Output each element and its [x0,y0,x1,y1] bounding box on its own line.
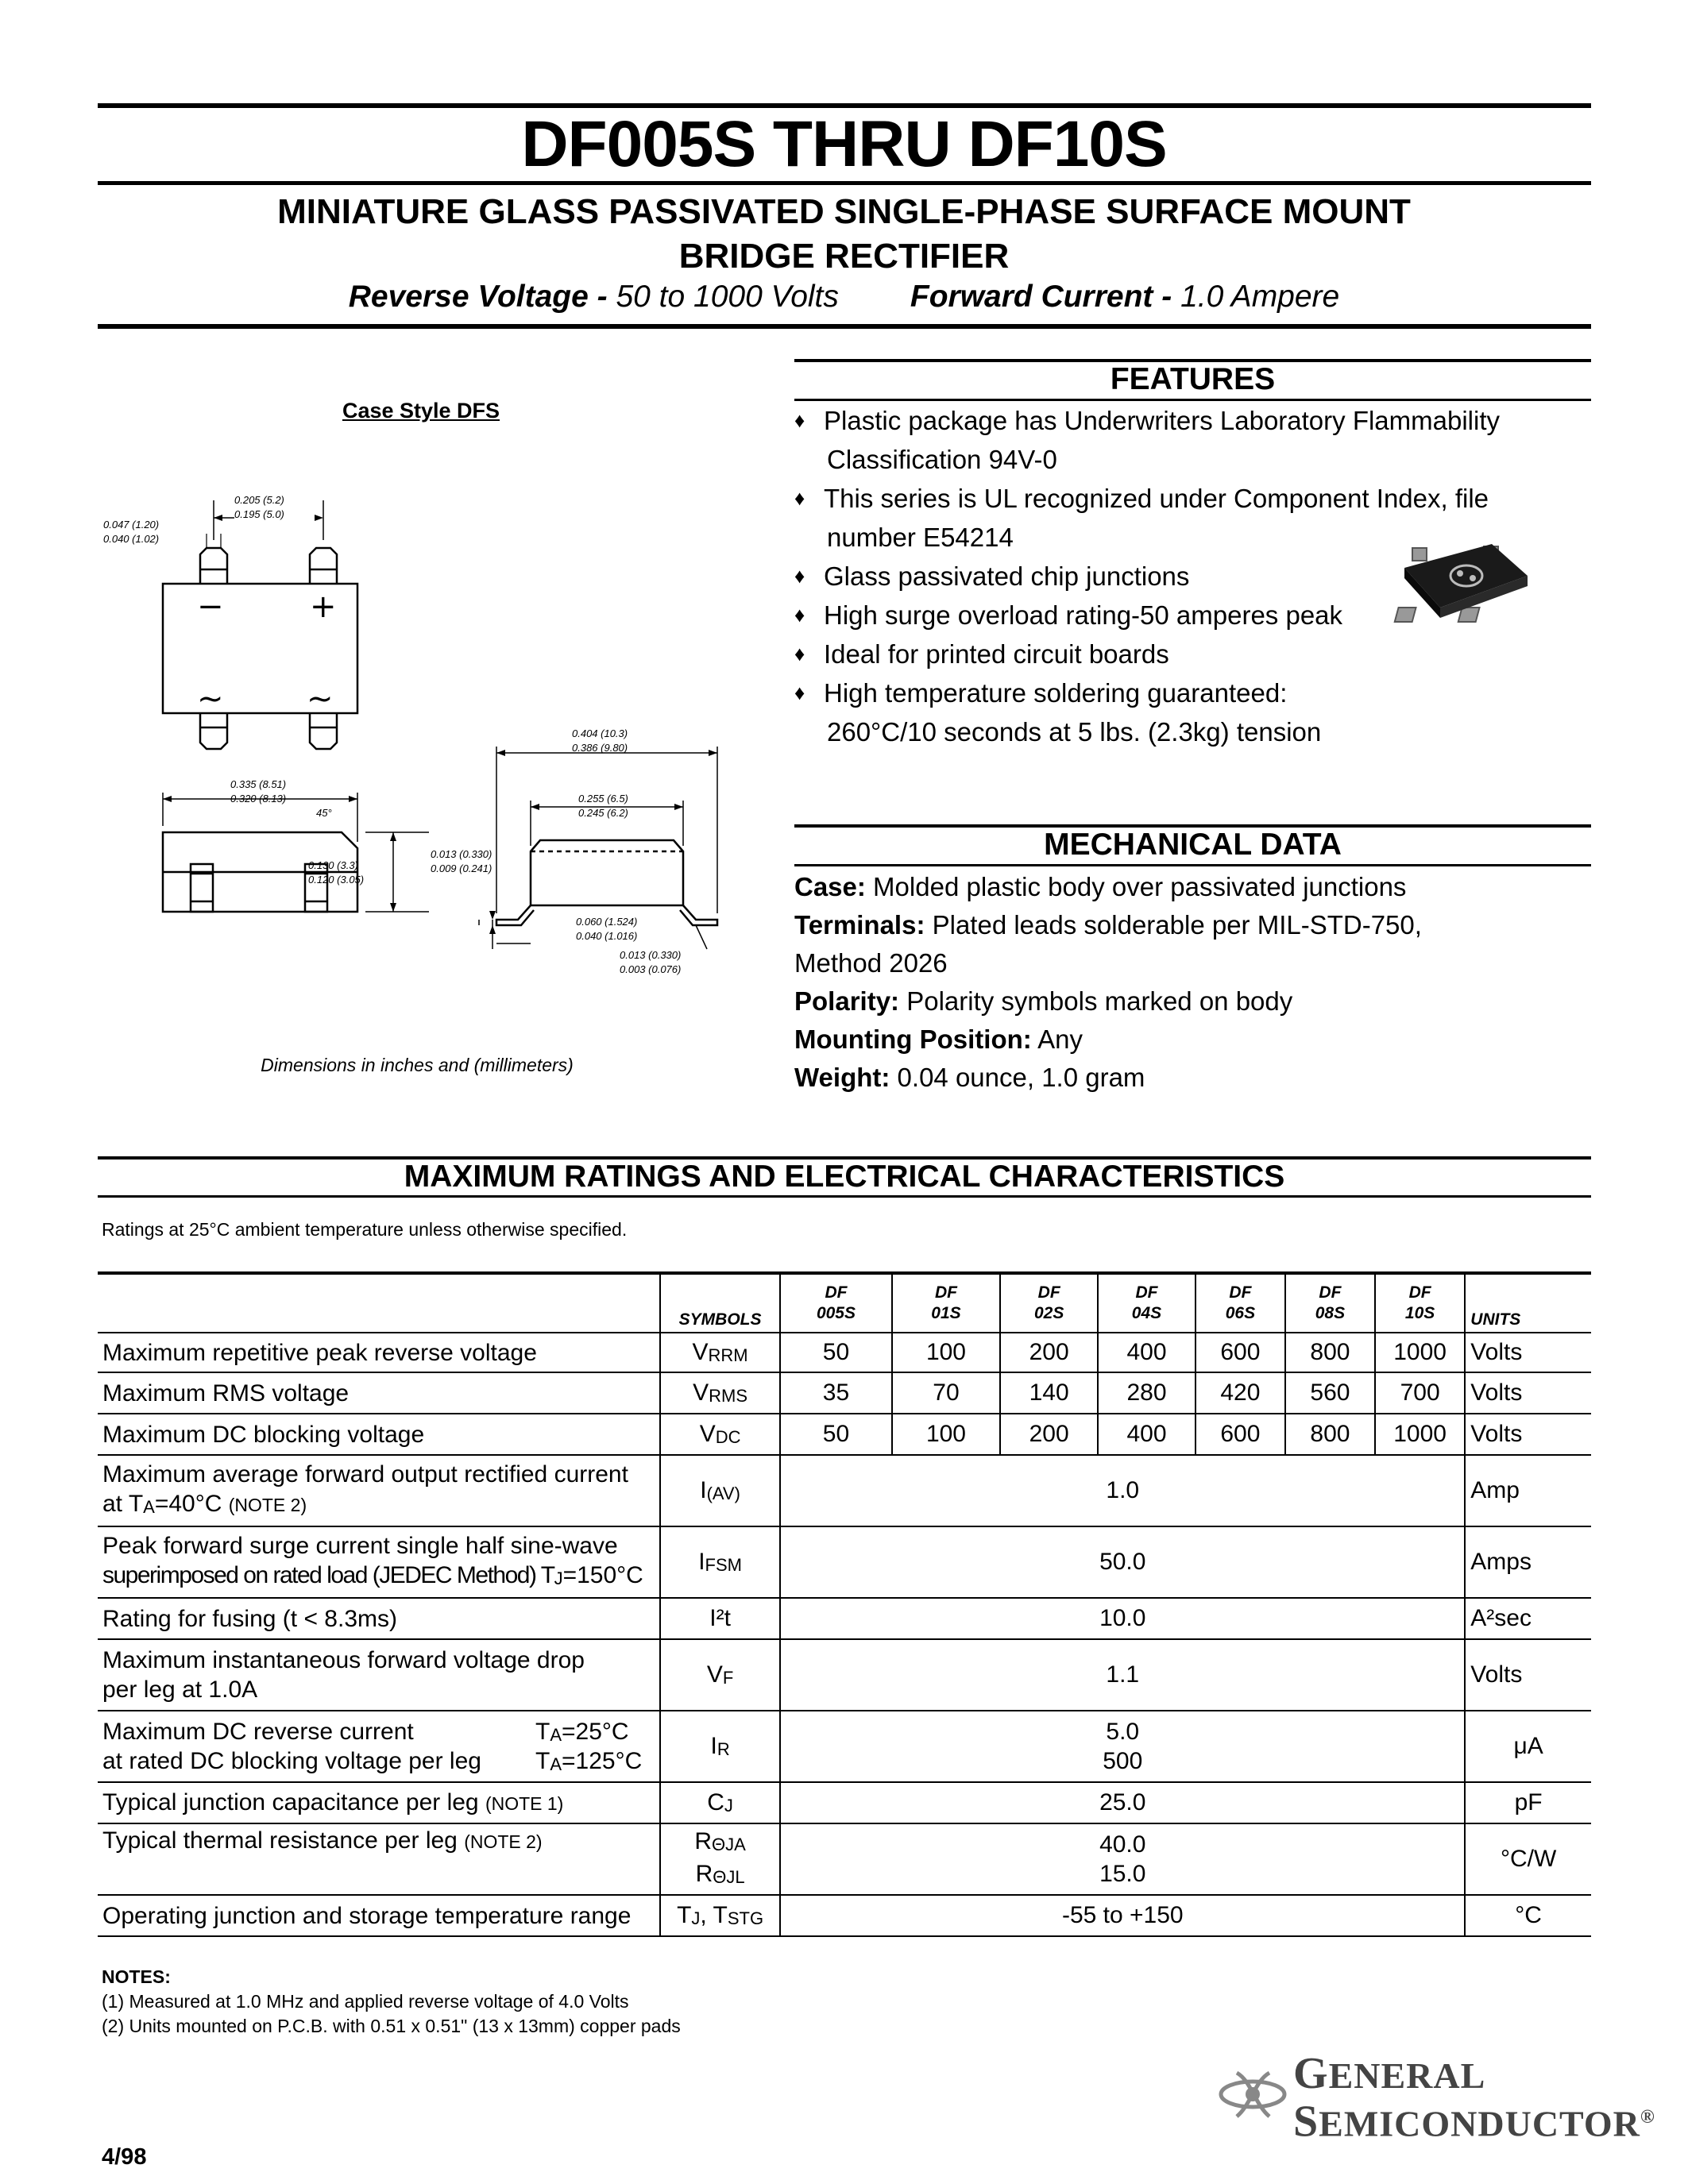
unit-cell: Volts [1465,1639,1591,1711]
value-cell: 1.1 [780,1639,1465,1711]
desc-sub: J [554,1569,563,1588]
value-cell: 280 [1098,1372,1196,1414]
symbol-sub: RMS [709,1386,748,1406]
row-vdc [98,1414,1591,1455]
unit-cell: Volts [1465,1414,1591,1455]
mech-case-value: Molded plastic body over passivated junctions [865,872,1407,901]
desc-text: Maximum DC reverse current [102,1719,414,1745]
desc-cell [98,1526,660,1598]
logo-text: ENERAL [1328,2055,1486,2096]
header-part-df06s [1196,1273,1285,1333]
symbol: C [707,1789,724,1815]
reverse-voltage-value: 50 to 1000 Volts [616,280,839,314]
value-cell: 400 [1098,1333,1196,1372]
unit-cell: μA [1465,1711,1591,1782]
row-ifsm [98,1526,1591,1598]
mech-polarity-label: Polarity: [794,986,900,1016]
table-header-row [98,1273,1591,1333]
desc-cell [98,1639,660,1711]
value-cell [780,1823,1465,1895]
symbol-cell [660,1823,780,1895]
value-cell: 10.0 [780,1598,1465,1639]
symbol: T [677,1902,692,1928]
header-part: 01S [931,1304,961,1322]
symbol: R [695,1861,713,1887]
note-1: (1) Measured at 1.0 MHz and applied reverse voltage of 4.0 Volts [102,1991,629,2012]
header-df: DF [825,1283,848,1302]
notes [102,1965,681,2039]
value-cell: 1.0 [780,1455,1465,1526]
note-ref: (NOTE 2) [464,1831,543,1852]
forward-current-value: 1.0 Ampere [1180,280,1340,314]
cond-text: T [535,1719,550,1745]
logo-cap: S [1293,2097,1319,2147]
value-cell: 420 [1196,1372,1285,1414]
condition [535,1717,629,1750]
dim-standoff-max: 0.013 (0.330) [620,949,682,961]
row-tj [98,1895,1591,1936]
reverse-voltage-label: Reverse Voltage - [348,280,616,314]
symbol-cell [660,1782,780,1823]
row-i2t [98,1598,1591,1639]
logo-line-2 [1293,2097,1655,2147]
header-part-df04s [1098,1273,1196,1333]
header-description [98,1273,660,1333]
dim-standoff-min: 0.003 (0.076) [620,963,682,975]
ratings-table [98,1271,1591,1937]
registered-mark: ® [1640,2107,1655,2128]
value-cell: 800 [1285,1414,1375,1455]
row-ir [98,1711,1591,1782]
row-vrms [98,1372,1591,1414]
value-cell: 200 [1000,1414,1098,1455]
desc-line: per leg at 1.0A [102,1677,258,1703]
unit-cell: Volts [1465,1333,1591,1372]
note-ref: (NOTE 1) [485,1792,564,1814]
value-cell: -55 to +150 [780,1895,1465,1936]
features-heading: FEATURES [1110,362,1276,396]
mech-weight [794,1059,1422,1097]
mechanical-heading: MECHANICAL DATA [1044,828,1342,862]
mech-terminals-label: Terminals: [794,910,925,940]
value-cell: 600 [1196,1333,1285,1372]
subtitle-line-1: MINIATURE GLASS PASSIVATED SINGLE-PHASE SURFACE MOUNT [277,192,1411,231]
feature-text: Plastic package has Underwriters Laboratory Flammability [824,406,1501,435]
rating-summary [0,280,1688,314]
symbol-cell [660,1414,780,1455]
header-symbols: SYMBOLS [660,1273,780,1333]
value-cell [780,1711,1465,1782]
symbol: V [699,1421,716,1447]
value-cell: 1000 [1375,1414,1465,1455]
logo-line-1 [1293,2049,1655,2098]
value: 500 [1103,1748,1143,1774]
bullet-icon: ♦ [794,408,805,432]
desc-cell: Maximum RMS voltage [98,1372,660,1414]
symbol: I [698,1549,705,1575]
value-cell: 70 [892,1372,1001,1414]
value-cell: 50 [780,1414,891,1455]
dim-height-min: 0.120 (3.05) [308,874,365,886]
dim-overall-width-min: 0.386 (9.80) [572,742,628,754]
dim-lead-thickness-max: 0.013 (0.330) [431,848,492,860]
header-part: 02S [1033,1304,1064,1322]
symbol-cell: I²t [660,1598,780,1639]
header-part: 10S [1404,1304,1435,1322]
cond-text: =25°C [562,1719,629,1745]
desc-cell [98,1455,660,1526]
dim-body-length-min: 0.320 (8.13) [230,793,287,805]
value-cell: 700 [1375,1372,1465,1414]
feature-text: This series is UL recognized under Component Index, file [824,484,1489,513]
symbol-cell [660,1333,780,1372]
mech-mounting-value: Any [1031,1024,1083,1054]
package-dimension-drawing [95,484,747,977]
symbol: , T [700,1902,728,1928]
desc-cell: Rating for fusing (t < 8.3ms) [98,1598,660,1639]
ac-symbol-left: ~ [197,681,224,717]
desc-text: Typical junction capacitance per leg [102,1788,485,1815]
value-cell: 100 [892,1414,1001,1455]
desc-line: at T [102,1491,144,1517]
symbol-sub: R [717,1739,730,1759]
desc-cell: Maximum repetitive peak reverse voltage [98,1333,660,1372]
unit-cell: Amps [1465,1526,1591,1598]
value-cell: 35 [780,1372,891,1414]
value-cell: 560 [1285,1372,1375,1414]
desc-sub: A [143,1497,155,1517]
mech-terminals-value: Plated leads solderable per MIL-STD-750, [925,910,1422,940]
dim-pin-width-max: 0.047 (1.20) [103,519,160,531]
desc-cell: Operating junction and storage temperature range [98,1895,660,1936]
cond-sub: A [550,1754,562,1774]
end-view-body [531,840,683,905]
desc-text: Typical thermal resistance per leg [102,1827,465,1854]
symbol-sub: ΘJA [712,1835,746,1854]
symbol: I [700,1477,707,1503]
mech-terminals [794,906,1422,944]
unit-cell: Amp [1465,1455,1591,1526]
dim-body-width-min: 0.245 (6.2) [578,807,628,819]
desc-line [102,1717,655,1746]
header-df: DF [1319,1283,1342,1302]
cond-text: T [535,1748,550,1774]
symbol-sub: (AV) [706,1484,740,1503]
symbol-cell [660,1455,780,1526]
package-photo [1389,532,1539,643]
symbol: I [710,1733,717,1759]
ratings-heading: MAXIMUM RATINGS AND ELECTRICAL CHARACTERISTICS [404,1160,1285,1194]
symbol-cell [660,1711,780,1782]
mech-case-label: Case: [794,872,866,901]
symbol-cell [660,1526,780,1598]
subtitle-line-2: BRIDGE RECTIFIER [678,237,1010,276]
desc-line: =40°C [154,1491,229,1517]
page-date: 4/98 [102,2144,147,2170]
plus-symbol: + [310,588,337,625]
feature-text: High surge overload rating-50 amperes peak [824,600,1343,630]
desc-line: superimposed on rated load (JEDEC Method) T [102,1562,554,1588]
desc-cell [98,1823,660,1895]
value-cell: 200 [1000,1333,1098,1372]
dimension-note: Dimensions in inches and (millimeters) [261,1055,574,1075]
symbol-sub: STG [727,1908,764,1928]
feature-text: Glass passivated chip junctions [824,561,1190,591]
row-vf [98,1639,1591,1711]
mechanical-data [794,868,1422,1097]
dim-pin-pitch-max: 0.205 (5.2) [234,494,284,506]
header-units: UNITS [1465,1273,1591,1333]
header-part-df01s [892,1273,1001,1333]
dim-pin-pitch-min: 0.195 (5.0) [234,508,284,520]
feature-item-continued [794,440,1500,479]
value-cell: 600 [1196,1414,1285,1455]
company-logo-text [1293,2049,1655,2147]
dim-overall-width-max: 0.404 (10.3) [572,727,628,739]
value-cell: 100 [892,1333,1001,1372]
ratings-note: Ratings at 25°C ambient temperature unless otherwise specified. [102,1219,628,1240]
mech-polarity [794,982,1422,1021]
feature-text: Ideal for printed circuit boards [824,639,1169,669]
mech-mounting-label: Mounting Position: [794,1024,1032,1054]
unit-cell: pF [1465,1782,1591,1823]
header-part-df02s [1000,1273,1098,1333]
header-df: DF [1408,1283,1431,1302]
header-df: DF [1037,1283,1060,1302]
mechanical-rule-bottom [794,864,1591,866]
symbol-sub: F [722,1668,734,1688]
value-cell: 140 [1000,1372,1098,1414]
logo-cap: G [1293,2049,1329,2098]
symbol-sub: RRM [708,1345,748,1365]
mech-weight-label: Weight: [794,1063,890,1092]
ac-symbol-right: ~ [307,681,334,717]
symbol: V [692,1339,709,1365]
header-part-df005s [780,1273,891,1333]
ratings-rule-bottom [98,1195,1591,1198]
symbol-cell [660,1639,780,1711]
header-part: 06S [1225,1304,1256,1322]
value-cell: 400 [1098,1414,1196,1455]
header-df: DF [1229,1283,1252,1302]
header-part-df08s [1285,1273,1375,1333]
value-cell: 1000 [1375,1333,1465,1372]
dim-angle: 45° [316,807,332,819]
symbol-sub: J [724,1796,733,1815]
desc-cell [98,1782,660,1823]
feature-text: number E54214 [827,523,1014,552]
value: 5.0 [1106,1719,1140,1745]
condition [535,1746,642,1779]
row-iav [98,1455,1591,1526]
notes-heading: NOTES: [102,1966,171,1987]
desc-line: Maximum average forward output rectified current [102,1461,628,1488]
title-rule [98,181,1591,185]
page-title: DF005S THRU DF10S [521,108,1167,180]
forward-current-label: Forward Current - [910,280,1181,314]
bullet-icon: ♦ [794,642,805,666]
desc-line: =150°C [562,1562,643,1588]
header-part: 04S [1131,1304,1162,1322]
desc-text: at rated DC blocking voltage per leg [102,1748,481,1774]
cond-text: =125°C [562,1748,643,1774]
mech-polarity-value: Polarity symbols marked on body [899,986,1293,1016]
symbol-sub: DC [715,1427,741,1447]
dim-body-width-max: 0.255 (6.5) [578,793,628,805]
value-cell: 25.0 [780,1782,1465,1823]
header-part: 08S [1315,1304,1346,1322]
header-bottom-rule [98,324,1591,329]
symbol: R [694,1828,713,1854]
symbol-sub: ΘJL [713,1867,745,1887]
row-vrrm [98,1333,1591,1372]
header-part: 005S [816,1304,856,1322]
bullet-icon: ♦ [794,681,805,704]
bullet-icon: ♦ [794,486,805,510]
symbol-sub: FSM [705,1555,742,1575]
header-df: DF [1135,1283,1158,1302]
bullet-icon: ♦ [794,603,805,627]
unit-cell: °C [1465,1895,1591,1936]
general-semiconductor-logo-icon [1215,2057,1291,2132]
value: 40.0 [1099,1831,1146,1858]
dim-pin-width-min: 0.040 (1.02) [103,533,160,545]
mech-mounting [794,1021,1422,1059]
unit-cell: Volts [1465,1372,1591,1414]
dim-lead-length-min: 0.040 (1.016) [576,930,638,942]
mech-weight-value: 0.04 ounce, 1.0 gram [890,1063,1145,1092]
desc-cell [98,1711,660,1782]
symbol-cell [660,1895,780,1936]
value-cell: 50.0 [780,1526,1465,1598]
symbol-cell [660,1372,780,1414]
symbol-sub: J [691,1908,701,1928]
dim-height-max: 0.130 (3.3) [308,859,358,871]
case-style-label: Case Style DFS [342,399,500,423]
feature-text: Classification 94V-0 [827,445,1057,474]
logo-text: EMICONDUCTOR [1319,2103,1640,2144]
dim-body-length-max: 0.335 (8.51) [230,778,287,790]
feature-item [794,479,1500,518]
minus-symbol: − [197,588,224,625]
mech-case [794,868,1422,906]
symbol: V [706,1661,723,1688]
value-cell: 800 [1285,1333,1375,1372]
cond-sub: A [550,1725,562,1745]
desc-cell: Maximum DC blocking voltage [98,1414,660,1455]
note-2: (2) Units mounted on P.C.B. with 0.51 x 0.51" (13 x 13mm) copper pads [102,2016,681,2036]
feature-text: High temperature soldering guaranteed: [824,678,1288,708]
value: 15.0 [1099,1861,1146,1887]
header-part-df10s [1375,1273,1465,1333]
value-cell: 50 [780,1333,891,1372]
header-df: DF [934,1283,957,1302]
mech-terminals-continued: Method 2026 [794,948,948,978]
symbol: V [693,1379,709,1406]
feature-item-continued [794,712,1500,751]
row-rth [98,1823,1591,1895]
dim-lead-length-max: 0.060 (1.524) [576,916,638,928]
row-cj [98,1782,1591,1823]
feature-text: 260°C/10 seconds at 5 lbs. (2.3kg) tension [827,717,1322,747]
dim-lead-thickness-min: 0.009 (0.241) [431,862,492,874]
desc-line: Peak forward surge current single half sine-wave [102,1533,618,1559]
desc-line: Maximum instantaneous forward voltage drop [102,1647,585,1673]
bullet-icon: ♦ [794,564,805,588]
feature-item [794,673,1500,712]
unit-cell: A²sec [1465,1598,1591,1639]
unit-cell: °C/W [1465,1823,1591,1895]
note-ref: (NOTE 2) [228,1495,307,1515]
desc-line [102,1746,655,1776]
feature-item [794,401,1500,440]
